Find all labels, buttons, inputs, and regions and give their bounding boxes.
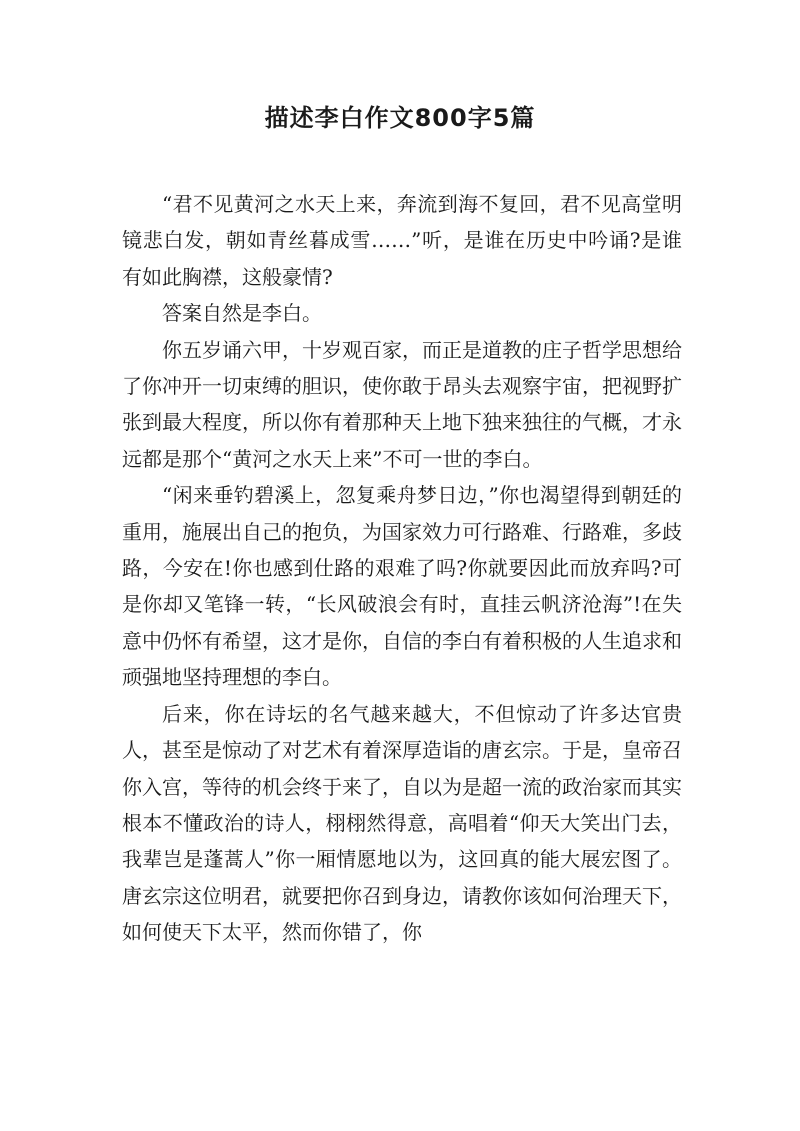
document-title: 描述李白作文800字5篇 [264,104,536,132]
paragraph-3: 你五岁诵六甲，十岁观百家，而正是道教的庄子哲学思想给了你冲开一切束缚的胆识，使你敢于昂头去观察宇宙，把视野扩张到最大程度，所以你有着那种天上地下独来独往的气概，才永远都是那个“黄河之水天上来”不可一世的李白。 [122,337,682,471]
paragraph-2: 答案自然是李白。 [162,301,322,326]
paragraph-4: “闲来垂钓碧溪上，忽复乘舟梦日边，”你也渴望得到朝廷的重用，施展出自己的抱负，为国家效力可行路难、行路难，多歧路，今安在!你也感到仕路的艰难了吗?你就要因此而放弃吗?可是你却又笔锋一转，“长风破浪会有时，直挂云帆济沧海”!在失意中仍怀有希望，这才是你，自信的李白有着积极的人生追求和顽强地坚持理想的李白。 [122,483,682,690]
document-body [122,186,682,951]
paragraph-5: 后来，你在诗坛的名气越来越大，不但惊动了许多达官贵人，甚至是惊动了对艺术有着深厚造诣的唐玄宗。于是，皇帝召你入宫，等待的机会终于来了，自以为是超一流的政治家而其实根本不懂政治的诗人，栩栩然得意，高唱着“仰天大笑出门去，我辈岂是蓬蒿人”你一厢情愿地以为，这回真的能大展宏图了。唐玄宗这位明君，就要把你召到身边，请教你该如何治理天下，如何使天下太平，然而你错了，你 [122,701,682,945]
paragraph-1: “君不见黄河之水天上来，奔流到海不复回，君不见高堂明镜悲白发，朝如青丝暮成雪……”听，是谁在历史中吟诵?是谁有如此胸襟，这般豪情? [122,192,682,289]
